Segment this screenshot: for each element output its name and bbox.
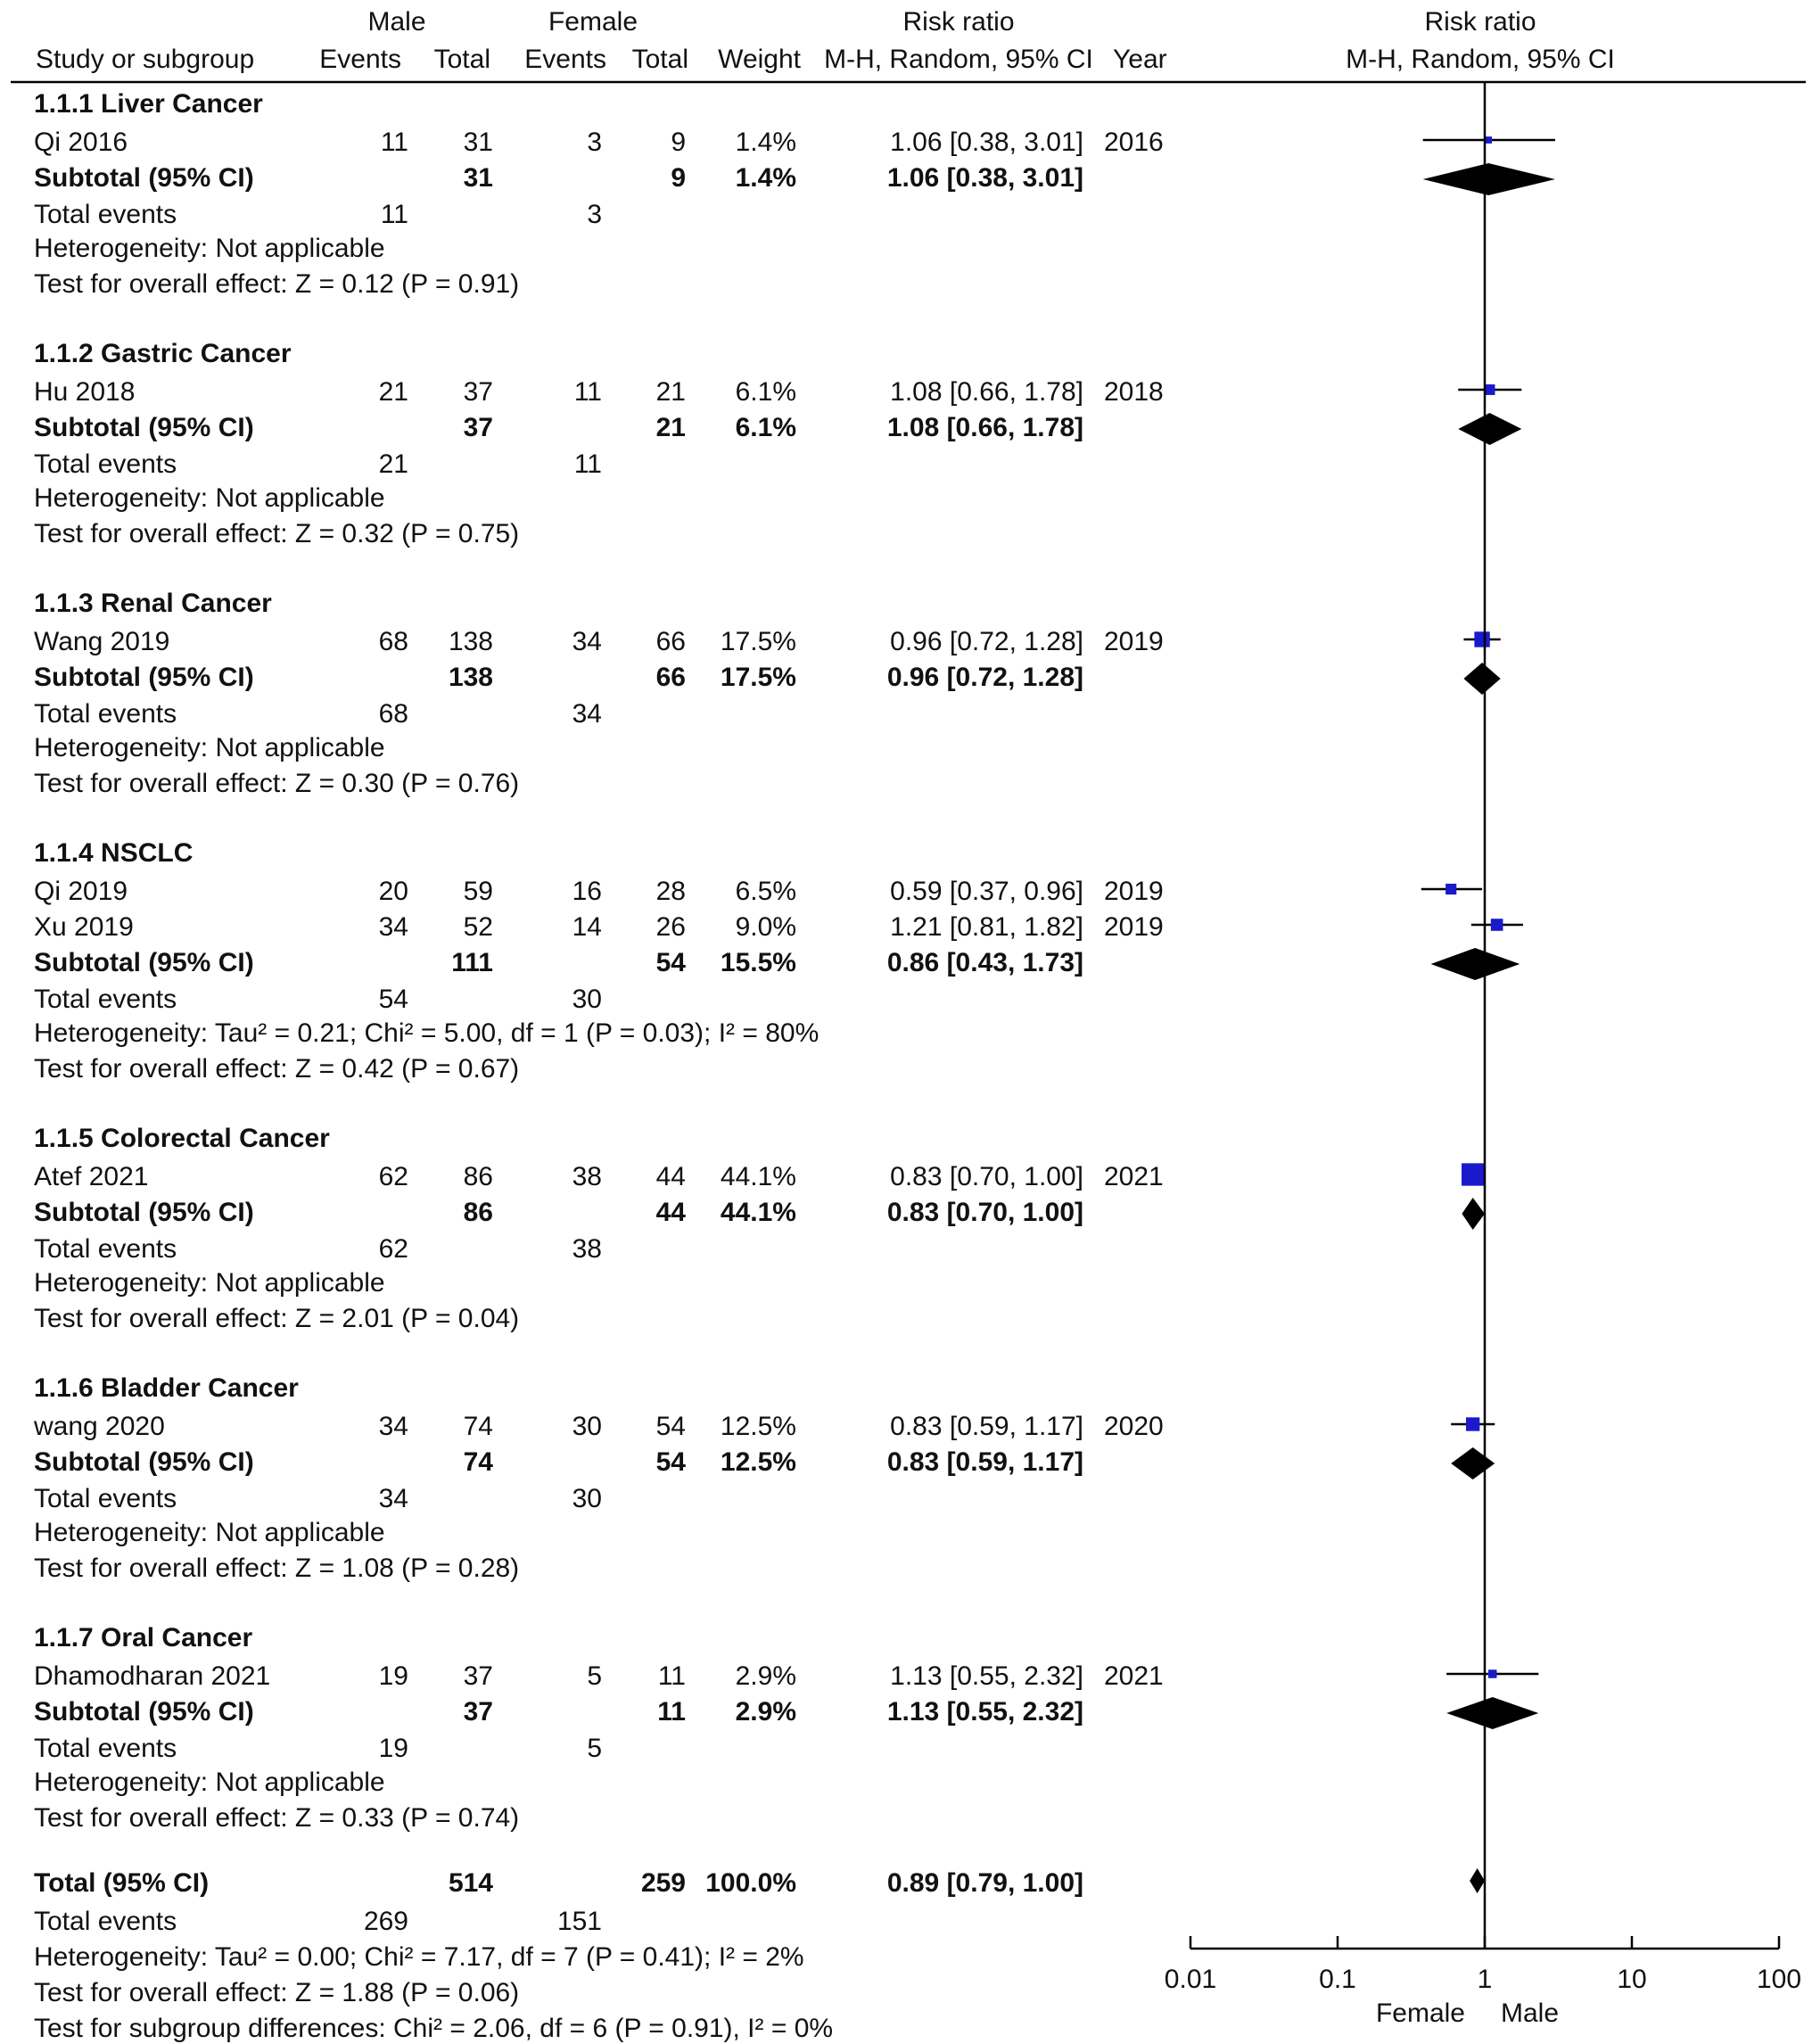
- female-total: 21: [655, 377, 686, 407]
- study-name: wang 2020: [34, 1412, 165, 1441]
- total-events-label: Total events: [34, 200, 177, 229]
- female-total: 66: [655, 627, 686, 656]
- year-header: Year: [1113, 45, 1167, 74]
- female-total: 28: [655, 877, 686, 906]
- overall-male-total: 514: [448, 1868, 493, 1898]
- subtotal-diamond: [1446, 1697, 1538, 1729]
- female-events: 5: [587, 1661, 602, 1691]
- x-tick-label: 10: [1617, 1965, 1647, 1994]
- weight: 44.1%: [720, 1162, 796, 1191]
- subtotal-ci: 0.86 [0.43, 1.73]: [886, 948, 1083, 977]
- male-events: 21: [378, 377, 408, 407]
- study-name: Qi 2016: [34, 128, 128, 157]
- risk-ratio-ci: 1.13 [0.55, 2.32]: [890, 1661, 1083, 1691]
- female-total: 26: [655, 912, 686, 942]
- subtotal-weight: 15.5%: [720, 948, 796, 977]
- subtotal-weight: 17.5%: [720, 663, 796, 692]
- male-events: 11: [380, 128, 408, 157]
- subtotal-female-total: 9: [671, 163, 686, 193]
- female-events-total: 11: [573, 449, 602, 479]
- risk-ratio-ci: 0.83 [0.59, 1.17]: [890, 1412, 1083, 1441]
- point-estimate-square: [1474, 631, 1489, 647]
- overall-effect-test: Test for overall effect: Z = 0.12 (P = 0.91): [34, 269, 520, 299]
- subtotal-diamond: [1463, 663, 1500, 695]
- subtotal-label: Subtotal (95% CI): [34, 1697, 254, 1727]
- overall-effect-test: Test for overall effect: Z = 0.33 (P = 0.74): [34, 1803, 520, 1833]
- study-year: 2019: [1104, 877, 1164, 906]
- subgroup-differences-test: Test for subgroup differences: Chi² = 2.06, df = 6 (P = 0.91), I² = 0%: [34, 2014, 834, 2043]
- subtotal-male-total: 37: [463, 1697, 493, 1727]
- risk-ratio-ci: 0.59 [0.37, 0.96]: [890, 877, 1083, 906]
- weight: 17.5%: [720, 627, 796, 656]
- subgroup-title: 1.1.2 Gastric Cancer: [34, 339, 292, 368]
- weight: 2.9%: [735, 1661, 796, 1691]
- total-events-label: Total events: [34, 1734, 177, 1763]
- female-events-total: 38: [572, 1234, 602, 1264]
- male-events-header: Events: [319, 45, 401, 74]
- female-events: 16: [572, 877, 602, 906]
- subtotal-female-total: 66: [655, 663, 686, 692]
- male-events-total: 68: [378, 699, 408, 729]
- study-year: 2019: [1104, 912, 1164, 942]
- subtotal-diamond: [1462, 1198, 1485, 1230]
- study-name: Qi 2019: [34, 877, 128, 906]
- overall-effect-test: Test for overall effect: Z = 1.08 (P = 0.28): [34, 1554, 520, 1583]
- male-events-total: 11: [380, 200, 408, 229]
- total-events-label: Total events: [34, 985, 177, 1014]
- subtotal-female-total: 11: [657, 1697, 686, 1727]
- female-events: 3: [587, 128, 602, 157]
- point-estimate-square: [1466, 1417, 1479, 1430]
- female-events: 14: [572, 912, 602, 942]
- study-name: Hu 2018: [34, 377, 136, 407]
- overall-effect-test: Test for overall effect: Z = 2.01 (P = 0.04): [34, 1304, 520, 1333]
- male-events-total: 19: [378, 1734, 408, 1763]
- subgroup-title: 1.1.6 Bladder Cancer: [34, 1373, 299, 1403]
- favours-right-label: Male: [1501, 1999, 1560, 2028]
- subtotal-ci: 1.13 [0.55, 2.32]: [886, 1697, 1083, 1727]
- subtotal-female-total: 54: [655, 1447, 686, 1477]
- subgroup-title: 1.1.3 Renal Cancer: [34, 589, 272, 618]
- male-total: 59: [463, 877, 493, 906]
- subtotal-label: Subtotal (95% CI): [34, 663, 254, 692]
- weight: 12.5%: [720, 1412, 796, 1441]
- subtotal-ci: 1.06 [0.38, 3.01]: [886, 163, 1083, 193]
- subtotal-diamond: [1458, 413, 1521, 445]
- subtotal-ci: 0.83 [0.59, 1.17]: [886, 1447, 1083, 1477]
- study-year: 2021: [1104, 1162, 1164, 1191]
- heterogeneity-text: Heterogeneity: Not applicable: [34, 483, 385, 513]
- overall-female-events: 151: [556, 1907, 602, 1936]
- subtotal-weight: 44.1%: [720, 1198, 796, 1227]
- subtotal-weight: 1.4%: [735, 163, 796, 193]
- mh-col-header: M-H, Random, 95% CI: [824, 45, 1093, 74]
- weight: 6.5%: [735, 877, 796, 906]
- overall-effect-test: Test for overall effect: Z = 0.32 (P = 0.75): [34, 519, 520, 548]
- female-total: 11: [657, 1661, 686, 1691]
- male-events-total: 54: [378, 985, 408, 1014]
- male-events-total: 34: [378, 1484, 408, 1513]
- point-estimate-square: [1485, 384, 1495, 395]
- subtotal-label: Subtotal (95% CI): [34, 948, 254, 977]
- subtotal-ci: 1.08 [0.66, 1.78]: [886, 413, 1083, 442]
- study-year: 2018: [1104, 377, 1164, 407]
- point-estimate-square: [1491, 919, 1503, 931]
- female-events-total: 34: [572, 699, 602, 729]
- female-events: 11: [573, 377, 602, 407]
- overall-diamond: [1470, 1868, 1485, 1893]
- risk-ratio-ci: 0.96 [0.72, 1.28]: [890, 627, 1083, 656]
- subtotal-male-total: 86: [463, 1198, 493, 1227]
- risk-ratio-col-header: Risk ratio: [902, 7, 1015, 37]
- female-events: 38: [572, 1162, 602, 1191]
- subtotal-male-total: 31: [463, 163, 493, 193]
- male-total: 52: [463, 912, 493, 942]
- subtotal-weight: 2.9%: [735, 1697, 796, 1727]
- male-total: 138: [448, 627, 493, 656]
- overall-male-events: 269: [363, 1907, 408, 1936]
- subtotal-female-total: 44: [655, 1198, 686, 1227]
- study-name: Dhamodharan 2021: [34, 1661, 271, 1691]
- overall-effect-test: Test for overall effect: Z = 0.42 (P = 0.67): [34, 1054, 520, 1084]
- male-events: 62: [378, 1162, 408, 1191]
- subtotal-ci: 0.83 [0.70, 1.00]: [886, 1198, 1083, 1227]
- study-name: Atef 2021: [34, 1162, 149, 1191]
- risk-ratio-ci: 1.08 [0.66, 1.78]: [890, 377, 1083, 407]
- female-events-total: 30: [572, 1484, 602, 1513]
- weight: 9.0%: [735, 912, 796, 942]
- subtotal-male-total: 74: [463, 1447, 493, 1477]
- female-total: 9: [671, 128, 686, 157]
- subtotal-male-total: 138: [448, 663, 493, 692]
- overall-weight: 100.0%: [705, 1868, 796, 1898]
- male-events: 68: [378, 627, 408, 656]
- study-year: 2021: [1104, 1661, 1164, 1691]
- female-events-header: Events: [524, 45, 606, 74]
- subtotal-female-total: 54: [655, 948, 686, 977]
- x-tick-label: 0.1: [1319, 1965, 1356, 1994]
- study-name: Wang 2019: [34, 627, 170, 656]
- overall-effect-test: Test for overall effect: Z = 0.30 (P = 0.76): [34, 769, 520, 798]
- subtotal-label: Subtotal (95% CI): [34, 1447, 254, 1477]
- male-events-total: 62: [378, 1234, 408, 1264]
- weight-header: Weight: [718, 45, 801, 74]
- total-events-label: Total events: [34, 699, 177, 729]
- total-events-label: Total events: [34, 449, 177, 479]
- total-label: Total (95% CI): [34, 1868, 210, 1898]
- subtotal-female-total: 21: [655, 413, 686, 442]
- favours-left-label: Female: [1375, 1999, 1465, 2028]
- total-events-label: Total events: [34, 1234, 177, 1264]
- heterogeneity-text: Heterogeneity: Not applicable: [34, 1768, 385, 1797]
- female-total: 44: [655, 1162, 686, 1191]
- subtotal-male-total: 111: [451, 948, 493, 977]
- subgroup-title: 1.1.4 NSCLC: [34, 838, 194, 868]
- study-year: 2020: [1104, 1412, 1164, 1441]
- heterogeneity-text: Heterogeneity: Tau² = 0.21; Chi² = 5.00, df = 1 (P = 0.03); I² = 80%: [34, 1018, 820, 1048]
- female-events-total: 3: [587, 200, 602, 229]
- female-events: 30: [572, 1412, 602, 1441]
- risk-ratio-ci: 1.21 [0.81, 1.82]: [890, 912, 1083, 942]
- male-total: 37: [463, 1661, 493, 1691]
- subtotal-label: Subtotal (95% CI): [34, 163, 254, 193]
- male-events: 34: [378, 912, 408, 942]
- subtotal-diamond: [1431, 948, 1520, 980]
- overall-female-total: 259: [640, 1868, 686, 1898]
- mh-plot-header: M-H, Random, 95% CI: [1346, 45, 1615, 74]
- male-events: 20: [378, 877, 408, 906]
- overall-effect-test: Test for overall effect: Z = 1.88 (P = 0.06): [34, 1978, 520, 2007]
- female-total-header: Total: [631, 45, 688, 74]
- risk-ratio-ci: 0.83 [0.70, 1.00]: [890, 1162, 1083, 1191]
- female-header: Female: [548, 7, 638, 37]
- subtotal-diamond: [1423, 163, 1555, 195]
- total-events-label: Total events: [34, 1907, 177, 1936]
- female-total: 54: [655, 1412, 686, 1441]
- subtotal-label: Subtotal (95% CI): [34, 1198, 254, 1227]
- weight: 1.4%: [735, 128, 796, 157]
- study-year: 2016: [1104, 128, 1164, 157]
- subtotal-label: Subtotal (95% CI): [34, 413, 254, 442]
- subtotal-ci: 0.96 [0.72, 1.28]: [886, 663, 1083, 692]
- female-events-total: 5: [587, 1734, 602, 1763]
- male-total: 37: [463, 377, 493, 407]
- male-events: 19: [378, 1661, 408, 1691]
- subtotal-diamond: [1451, 1447, 1495, 1479]
- subgroup-title: 1.1.1 Liver Cancer: [34, 89, 263, 119]
- study-name: Xu 2019: [34, 912, 134, 942]
- point-estimate-square: [1462, 1163, 1484, 1185]
- x-tick-label: 0.01: [1164, 1965, 1217, 1994]
- x-tick-label: 1: [1477, 1965, 1493, 1994]
- male-events-total: 21: [378, 449, 408, 479]
- male-total: 86: [463, 1162, 493, 1191]
- total-events-label: Total events: [34, 1484, 177, 1513]
- x-tick-label: 100: [1756, 1965, 1802, 1994]
- subtotal-weight: 12.5%: [720, 1447, 796, 1477]
- overall-ci: 0.89 [0.79, 1.00]: [886, 1868, 1083, 1898]
- subtotal-male-total: 37: [463, 413, 493, 442]
- study-year: 2019: [1104, 627, 1164, 656]
- heterogeneity-text: Heterogeneity: Not applicable: [34, 234, 385, 263]
- heterogeneity-text: Heterogeneity: Not applicable: [34, 1518, 385, 1547]
- point-estimate-square: [1445, 884, 1456, 894]
- heterogeneity-text: Heterogeneity: Not applicable: [34, 733, 385, 762]
- study-column-header: Study or subgroup: [36, 45, 255, 74]
- subgroup-title: 1.1.7 Oral Cancer: [34, 1623, 253, 1653]
- male-total-header: Total: [433, 45, 490, 74]
- overall-heterogeneity: Heterogeneity: Tau² = 0.00; Chi² = 7.17, df = 7 (P = 0.41); I² = 2%: [34, 1942, 804, 1972]
- risk-ratio-ci: 1.06 [0.38, 3.01]: [890, 128, 1083, 157]
- point-estimate-square: [1488, 1669, 1496, 1677]
- male-events: 34: [378, 1412, 408, 1441]
- weight: 6.1%: [735, 377, 796, 407]
- female-events-total: 30: [572, 985, 602, 1014]
- male-total: 31: [463, 128, 493, 157]
- subgroup-title: 1.1.5 Colorectal Cancer: [34, 1124, 330, 1153]
- male-total: 74: [463, 1412, 493, 1441]
- male-header: Male: [367, 7, 426, 37]
- risk-ratio-plot-header: Risk ratio: [1424, 7, 1536, 37]
- heterogeneity-text: Heterogeneity: Not applicable: [34, 1268, 385, 1298]
- subtotal-weight: 6.1%: [735, 413, 796, 442]
- female-events: 34: [572, 627, 602, 656]
- point-estimate-square: [1485, 136, 1492, 144]
